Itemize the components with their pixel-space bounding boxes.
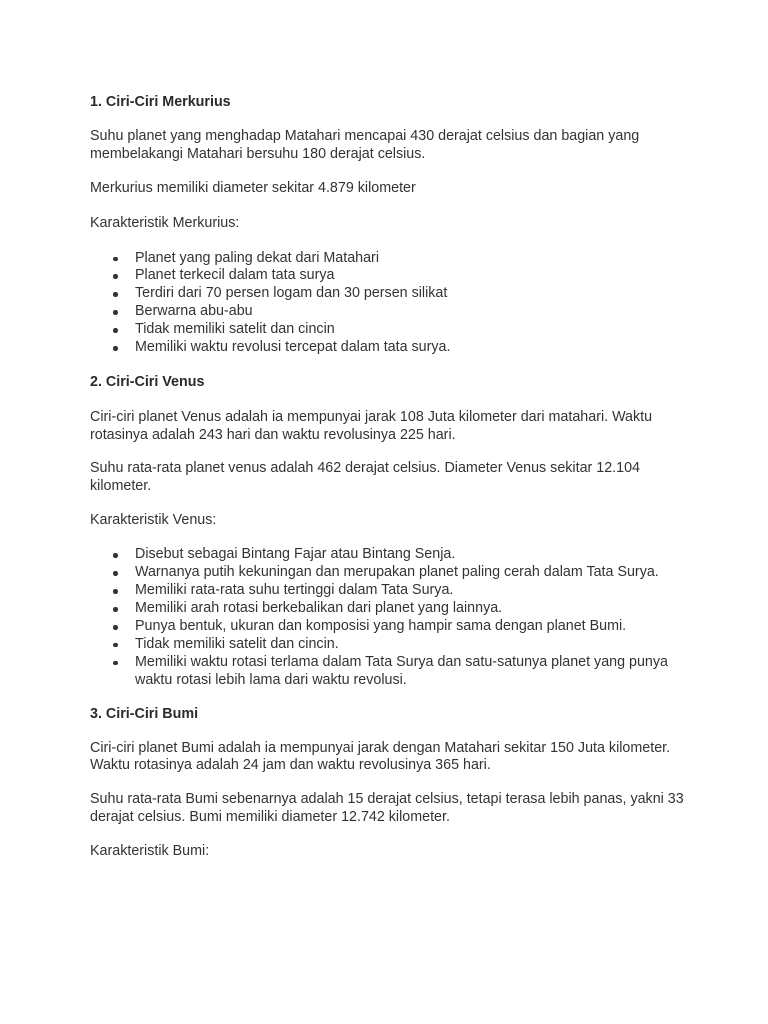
section-heading-bumi: 3. Ciri-Ciri Bumi [90,705,199,722]
list-item: Berwarna abu-abu [135,303,690,321]
paragraph-venus-jarak: Ciri-ciri planet Venus adalah ia mempunyai jarak 108 Juta kilometer dari matahari. Waktu rotasinya adalah 243 hari dan waktu revolusinya 225 hari. [90,408,653,443]
list-item: Disebut sebagai Bintang Fajar atau Bintang Senja. [135,546,690,564]
list-item: Warnanya putih kekuningan dan merupakan planet paling cerah dalam Tata Surya. [135,564,690,582]
list-item: Memiliki arah rotasi berkebalikan dari planet yang lainnya. [135,600,690,618]
list-item: Terdiri dari 70 persen logam dan 30 persen silikat [135,285,690,303]
list-item: Tidak memiliki satelit dan cincin. [135,636,690,654]
list-merkurius [90,250,690,357]
section-heading-merkurius: 1. Ciri-Ciri Merkurius [90,94,231,110]
list-item: Memiliki rata-rata suhu tertinggi dalam Tata Surya. [135,582,690,600]
paragraph-merkurius-karakteristik: Karakteristik Merkurius: [90,214,240,231]
paragraph-bumi-jarak: Ciri-ciri planet Bumi adalah ia mempunyai jarak dengan Matahari sekitar 150 Juta kilometer. Waktu rotasinya adalah 24 jam dan waktu revolusinya 365 hari. [90,739,671,774]
document-page [90,94,690,861]
list-item: Tidak memiliki satelit dan cincin [135,321,690,339]
list-item: Planet yang paling dekat dari Matahari [135,250,690,268]
paragraph-venus-karakteristik: Karakteristik Venus: [90,511,217,528]
paragraph-venus-suhu: Suhu rata-rata planet venus adalah 462 derajat celsius. Diameter Venus sekitar 12.104 kilometer. [90,459,640,494]
paragraph-merkurius-suhu: Suhu planet yang menghadap Matahari mencapai 430 derajat celsius dan bagian yang membelakangi Matahari bersuhu 180 derajat celsius. [90,127,640,162]
list-item: Planet terkecil dalam tata surya [135,267,690,285]
list-item: Memiliki waktu revolusi tercepat dalam tata surya. [135,339,690,357]
list-venus [90,546,690,689]
list-item: Memiliki waktu rotasi terlama dalam Tata Surya dan satu-satunya planet yang punya waktu rotasi lebih lama dari waktu revolusi. [135,654,690,690]
paragraph-bumi-karakteristik: Karakteristik Bumi: [90,843,210,860]
paragraph-bumi-suhu: Suhu rata-rata Bumi sebenarnya adalah 15 derajat celsius, tetapi terasa lebih panas, yakni 33 derajat celsius. Bumi memiliki diameter 12.742 kilometer. [90,791,684,826]
paragraph-merkurius-diameter: Merkurius memiliki diameter sekitar 4.879 kilometer [90,179,416,196]
section-heading-venus: 2. Ciri-Ciri Venus [90,373,205,390]
list-item: Punya bentuk, ukuran dan komposisi yang hampir sama dengan planet Bumi. [135,618,690,636]
